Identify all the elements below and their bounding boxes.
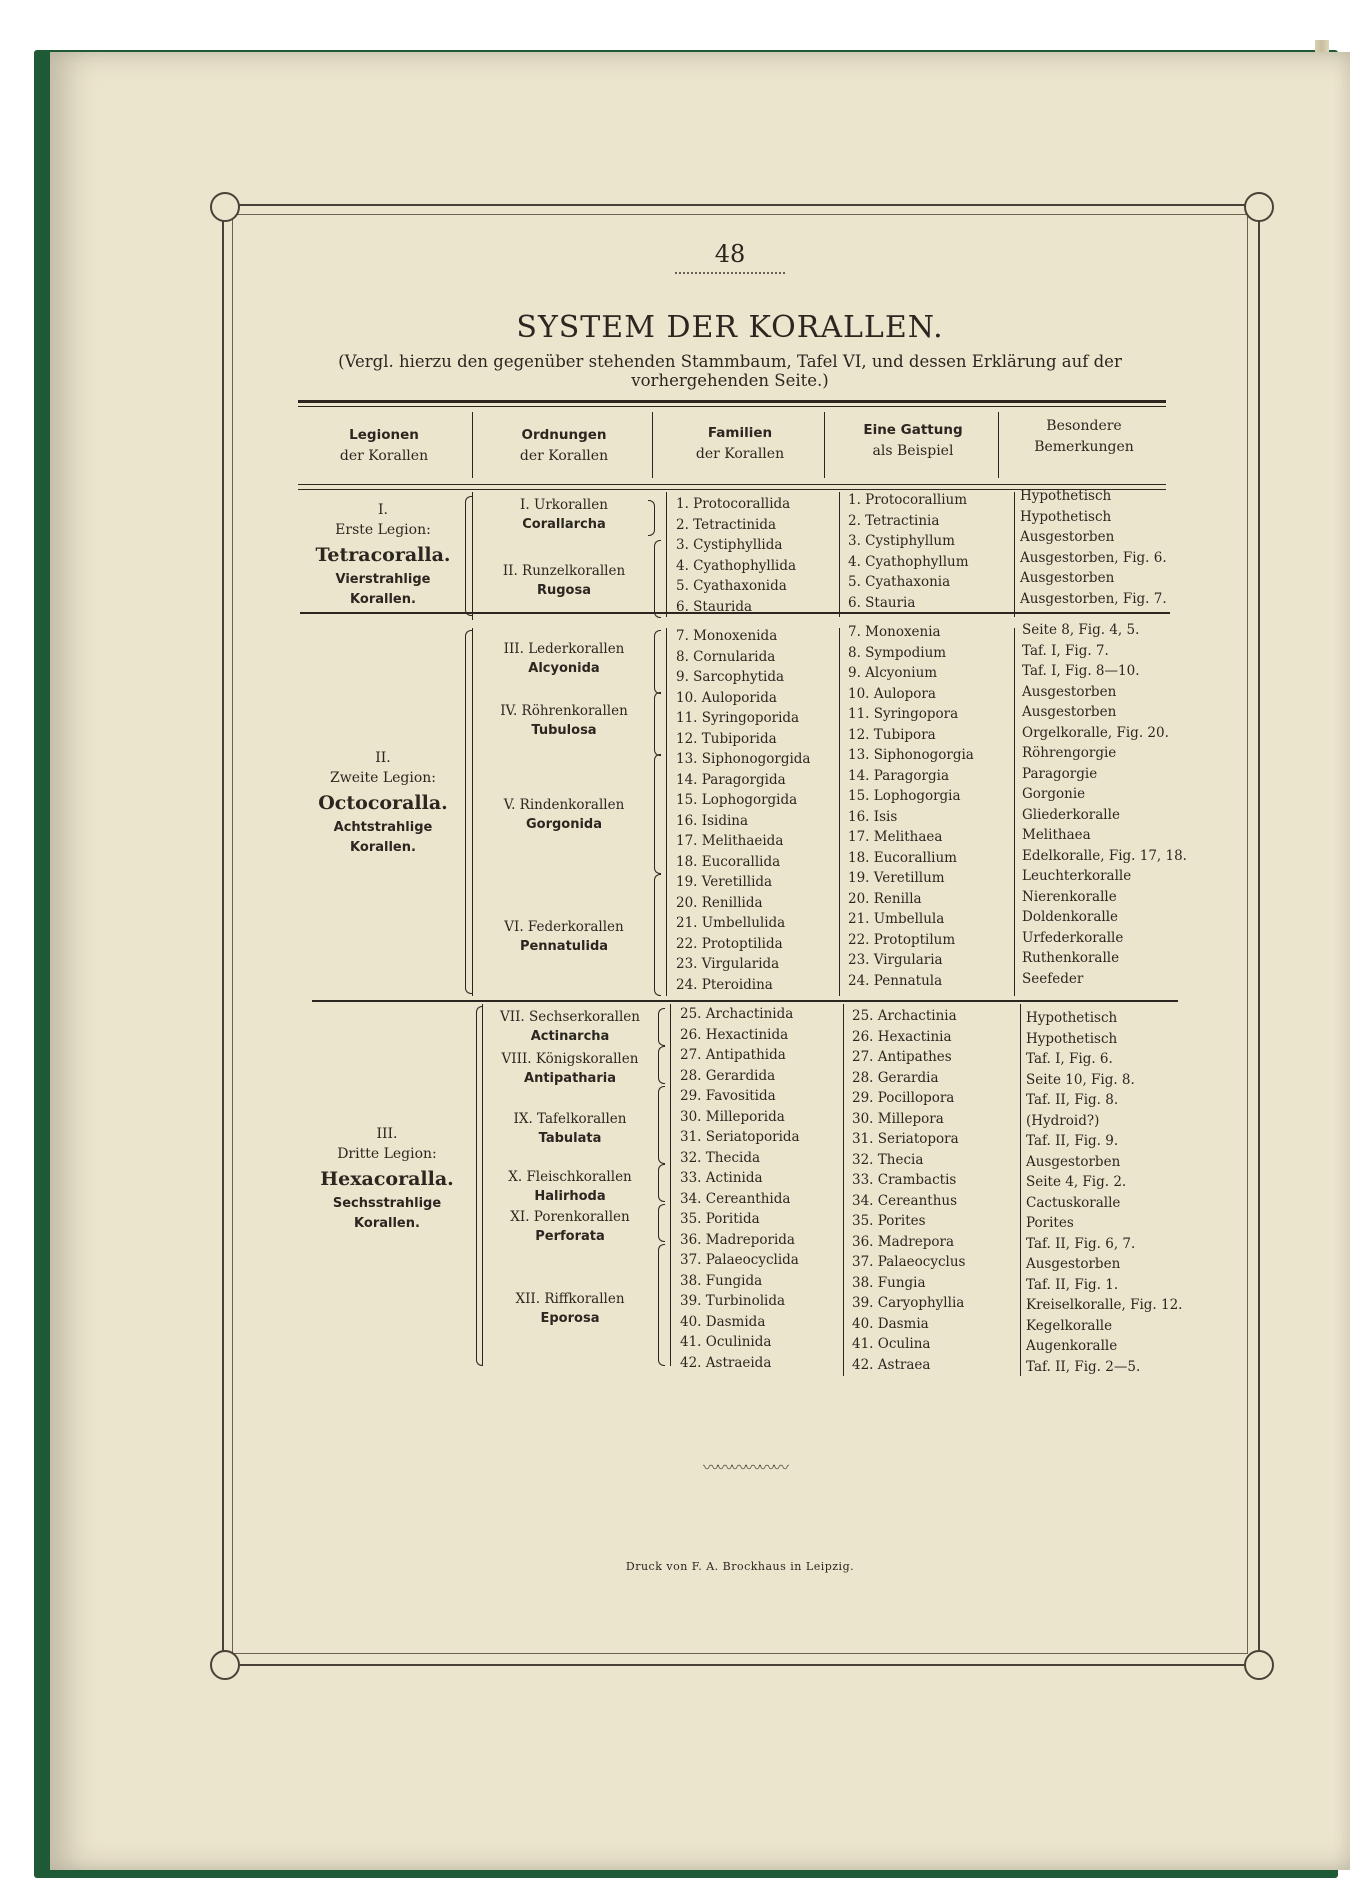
header-familien: Familien der Korallen <box>695 425 785 462</box>
column-line <box>666 492 667 617</box>
order-brace <box>658 1244 665 1366</box>
remark-cell: Paragorgie <box>1022 765 1098 782</box>
genus-cell: 25. Archactinia <box>852 1008 957 1024</box>
genus-column-2 <box>848 622 974 991</box>
order-brace <box>658 1204 665 1242</box>
genus-cell: 16. Isis <box>848 808 898 825</box>
order-brace <box>658 1008 665 1046</box>
genus-cell: 41. Oculina <box>852 1336 931 1352</box>
remarks-column-1 <box>1020 486 1167 609</box>
remark-cell: Leuchterkoralle <box>1022 868 1132 884</box>
legion-octocoralla: II. Zweite Legion: Octocoralla. Achtstrahlige Korallen. <box>318 750 448 855</box>
remark-cell: Gliederkoralle <box>1022 806 1120 823</box>
remark-cell: Ausgestorben <box>1020 570 1115 586</box>
remark-cell: Hypothetisch <box>1026 1010 1118 1026</box>
family-cell: 24. Pteroidina <box>676 976 773 993</box>
remark-cell: Röhrengorgie <box>1022 745 1117 761</box>
remark-cell: Seite 4, Fig. 2. <box>1026 1174 1127 1190</box>
header-separator <box>998 412 999 478</box>
remark-cell: Taf. II, Fig. 6, 7. <box>1026 1235 1136 1252</box>
column-line <box>839 628 840 996</box>
remark-cell: Melithaea <box>1022 827 1091 843</box>
order-item: XII. Riffkorallen Eporosa <box>515 1291 625 1326</box>
family-cell: 7. Monoxenida <box>676 628 778 644</box>
column-line <box>839 492 840 617</box>
remark-cell: Ausgestorben <box>1020 529 1115 545</box>
family-cell: 6. Staurida <box>676 598 753 615</box>
remark-cell: Doldenkoralle <box>1022 909 1119 925</box>
order-item: XI. Porenkorallen Perforata <box>510 1209 630 1244</box>
genus-cell: 26. Hexactinia <box>852 1028 952 1045</box>
remark-cell: Hypothetisch <box>1020 508 1112 525</box>
remark-cell: Ausgestorben, Fig. 6. <box>1020 549 1167 566</box>
column-line <box>843 1004 844 1376</box>
order-item: VII. Sechserkorallen Actinarcha <box>500 1009 640 1044</box>
family-cell: 27. Antipathida <box>680 1047 786 1063</box>
genus-cell: 37. Palaeocyclus <box>852 1254 966 1270</box>
remark-cell: Taf. II, Fig. 2—5. <box>1026 1358 1141 1375</box>
remark-cell: Taf. II, Fig. 9. <box>1026 1133 1119 1149</box>
family-cell: 36. Madreporida <box>680 1231 795 1248</box>
family-cell: 41. Oculinida <box>680 1334 772 1350</box>
frame-corner-ornament <box>210 1650 240 1680</box>
header-separator <box>652 412 653 478</box>
families-column-3 <box>680 1004 800 1373</box>
order-brace <box>654 630 661 694</box>
genus-cell: 35. Porites <box>852 1213 926 1229</box>
remark-cell: Taf. II, Fig. 8. <box>1026 1092 1119 1108</box>
genus-cell: 29. Pocillopora <box>852 1090 955 1106</box>
page-title: SYSTEM DER KORALLEN. <box>516 310 944 345</box>
remark-cell: Orgelkoralle, Fig. 20. <box>1022 724 1169 741</box>
genus-cell: 36. Madrepora <box>852 1233 954 1250</box>
remark-cell: Ausgestorben <box>1022 683 1117 700</box>
family-cell: 30. Milleporida <box>680 1108 785 1125</box>
order-item: IX. Tafelkorallen Tabulata <box>513 1111 627 1146</box>
genus-column-1 <box>848 490 969 613</box>
family-cell: 20. Renillida <box>676 894 763 911</box>
header-separator <box>824 412 825 478</box>
family-cell: 35. Poritida <box>680 1211 760 1227</box>
order-item: VI. Federkorallen Pennatulida <box>504 919 624 954</box>
genus-cell: 18. Eucorallium <box>848 849 957 866</box>
remark-cell: Taf. II, Fig. 1. <box>1026 1276 1119 1293</box>
header-bemerkungen: Besondere Bemerkungen <box>1034 418 1134 455</box>
family-cell: 21. Umbellulida <box>676 915 786 931</box>
family-cell: 17. Melithaeida <box>676 833 784 849</box>
genus-cell: 42. Astraea <box>852 1356 931 1373</box>
remark-cell: Hypothetisch <box>1026 1030 1118 1047</box>
genus-cell: 17. Melithaea <box>848 829 943 845</box>
page-number-rule <box>675 272 785 274</box>
genus-cell: 23. Virgularia <box>848 952 943 968</box>
family-cell: 34. Cereanthida <box>680 1190 791 1207</box>
families-column-1 <box>676 494 796 617</box>
genus-cell: 34. Cereanthus <box>852 1192 958 1209</box>
genus-cell: 8. Sympodium <box>848 644 947 661</box>
table-top-rule <box>298 400 1166 403</box>
genus-cell: 24. Pennatula <box>848 972 943 989</box>
family-cell: 12. Tubiporida <box>676 730 777 747</box>
family-cell: 3. Cystiphyllida <box>676 537 783 553</box>
family-cell: 25. Archactinida <box>680 1006 794 1022</box>
family-cell: 14. Paragorgida <box>676 771 786 788</box>
order-brace <box>654 874 661 996</box>
remark-cell: Taf. I, Fig. 8—10. <box>1022 663 1140 679</box>
order-item: III. Lederkorallen Alcyonida <box>503 641 625 676</box>
family-cell: 28. Gerardida <box>680 1067 776 1084</box>
order-item: VIII. Königskorallen Antipatharia <box>501 1051 639 1086</box>
column-line <box>1014 628 1015 996</box>
legion-tetracoralla: I. Erste Legion: Tetracoralla. Vierstrahlige Korallen. <box>315 502 451 607</box>
remark-cell: Seefeder <box>1022 970 1084 987</box>
order-item: X. Fleischkorallen Halirhoda <box>508 1169 632 1204</box>
genus-cell: 11. Syringopora <box>848 706 959 722</box>
family-cell: 32. Thecida <box>680 1149 761 1166</box>
column-line <box>670 1004 671 1366</box>
section-rule <box>312 1000 1178 1002</box>
order-brace <box>654 692 661 756</box>
remark-cell: Kreiselkoralle, Fig. 12. <box>1026 1297 1183 1313</box>
header-gattung: Eine Gattung als Beispiel <box>863 422 963 459</box>
remark-cell: Ausgestorben, Fig. 7. <box>1020 590 1167 607</box>
header-ordnungen: Ordnungen der Korallen <box>519 427 609 464</box>
remark-cell: Cactuskoralle <box>1026 1194 1121 1211</box>
genus-cell: 9. Alcyonium <box>848 665 938 681</box>
legion-brace <box>465 496 472 616</box>
table-top-rule <box>298 406 1166 407</box>
family-cell: 33. Actinida <box>680 1170 763 1186</box>
order-brace <box>658 1046 665 1084</box>
remark-cell: Hypothetisch <box>1020 488 1112 504</box>
family-cell: 9. Sarcophytida <box>676 669 785 685</box>
remark-cell: Porites <box>1026 1215 1074 1231</box>
legion-brace <box>465 630 472 994</box>
remarks-column-2 <box>1022 620 1187 989</box>
order-brace <box>654 540 661 618</box>
remark-cell: Edelkoralle, Fig. 17, 18. <box>1022 847 1187 864</box>
legion-brace <box>476 1006 483 1366</box>
genus-cell: 22. Protoptilum <box>848 931 956 948</box>
genus-cell: 10. Aulopora <box>848 685 936 702</box>
order-item: IV. Röhrenkorallen Tubulosa <box>500 703 628 738</box>
family-cell: 29. Favositida <box>680 1088 776 1104</box>
order-brace <box>654 754 661 874</box>
remark-cell: Seite 8, Fig. 4, 5. <box>1022 622 1140 638</box>
header-legionen: Legionen der Korallen <box>339 427 429 464</box>
genus-cell: 1. Protocorallium <box>848 492 968 508</box>
genus-cell: 2. Tetractinia <box>848 512 940 529</box>
remark-cell: Seite 10, Fig. 8. <box>1026 1071 1135 1088</box>
genus-cell: 20. Renilla <box>848 890 922 907</box>
order-brace <box>648 500 655 536</box>
family-cell: 16. Isidina <box>676 812 749 829</box>
family-cell: 42. Astraeida <box>680 1354 772 1371</box>
frame-corner-ornament <box>210 192 240 222</box>
legion-hexacoralla: III. Dritte Legion: Hexacoralla. Sechsstrahlige Korallen. <box>320 1126 454 1231</box>
genus-cell: 4. Cyathophyllum <box>848 553 969 570</box>
column-line <box>1020 1004 1021 1376</box>
column-line <box>1014 492 1015 617</box>
column-line <box>666 628 667 996</box>
genus-column-3 <box>852 1006 965 1375</box>
remark-cell: Urfederkoralle <box>1022 929 1124 946</box>
genus-cell: 14. Paragorgia <box>848 767 950 784</box>
remark-cell: (Hydroid?) <box>1026 1112 1100 1129</box>
families-column-2 <box>676 626 811 995</box>
genus-cell: 40. Dasmia <box>852 1315 929 1332</box>
printer-imprint: Druck von F. A. Brockhaus in Leipzig. <box>625 1560 855 1573</box>
remark-cell: Ausgestorben <box>1022 704 1117 720</box>
genus-cell: 15. Lophogorgia <box>848 788 961 804</box>
header-bottom-rule <box>298 484 1166 485</box>
genus-cell: 7. Monoxenia <box>848 624 941 640</box>
family-cell: 23. Virgularida <box>676 956 780 972</box>
family-cell: 37. Palaeocyclida <box>680 1252 799 1268</box>
family-cell: 1. Protocorallida <box>676 496 791 512</box>
column-line <box>472 628 473 996</box>
page-subtitle: (Vergl. hierzu den gegenüber stehenden Stammbaum, Tafel VI, und dessen Erklärung auf der vorhergehenden Seite.) <box>338 352 1122 390</box>
genus-cell: 39. Caryophyllia <box>852 1295 965 1311</box>
remark-cell: Nierenkoralle <box>1022 888 1117 905</box>
wavy-ornament <box>660 1455 830 1465</box>
family-cell: 4. Cyathophyllida <box>676 557 797 574</box>
frame-corner-ornament <box>1244 192 1274 222</box>
order-item: II. Runzelkorallen Rugosa <box>502 563 626 598</box>
genus-cell: 19. Veretillum <box>848 870 945 886</box>
order-brace <box>658 1086 665 1164</box>
genus-cell: 32. Thecia <box>852 1151 924 1168</box>
genus-cell: 28. Gerardia <box>852 1069 939 1086</box>
family-cell: 15. Lophogorgida <box>676 792 798 808</box>
genus-cell: 38. Fungia <box>852 1274 926 1291</box>
genus-cell: 33. Crambactis <box>852 1172 957 1188</box>
genus-cell: 30. Millepora <box>852 1110 944 1127</box>
remark-cell: Taf. I, Fig. 7. <box>1022 642 1109 659</box>
genus-cell: 3. Cystiphyllum <box>848 533 955 549</box>
family-cell: 22. Protoptilida <box>676 935 783 952</box>
genus-cell: 6. Stauria <box>848 594 916 611</box>
family-cell: 19. Veretillida <box>676 874 773 890</box>
family-cell: 2. Tetractinida <box>676 516 777 533</box>
family-cell: 5. Cyathaxonida <box>676 578 787 594</box>
genus-cell: 5. Cyathaxonia <box>848 574 951 590</box>
family-cell: 31. Seriatoporida <box>680 1129 800 1145</box>
page-number: 48 <box>714 240 746 268</box>
order-item: V. Rindenkorallen Gorgonida <box>503 797 625 832</box>
family-cell: 38. Fungida <box>680 1272 763 1289</box>
family-cell: 8. Cornularida <box>676 648 776 665</box>
remark-cell: Taf. I, Fig. 6. <box>1026 1051 1113 1067</box>
frame-corner-ornament <box>1244 1650 1274 1680</box>
family-cell: 13. Siphonogorgida <box>676 751 811 767</box>
family-cell: 40. Dasmida <box>680 1313 766 1330</box>
genus-cell: 13. Siphonogorgia <box>848 747 974 763</box>
family-cell: 26. Hexactinida <box>680 1026 789 1043</box>
family-cell: 18. Eucorallida <box>676 853 781 870</box>
remark-cell: Augenkoralle <box>1026 1338 1118 1354</box>
genus-cell: 27. Antipathes <box>852 1049 952 1065</box>
genus-cell: 21. Umbellula <box>848 911 945 927</box>
column-line <box>472 492 473 620</box>
family-cell: 11. Syringoporida <box>676 710 800 726</box>
genus-cell: 31. Seriatopora <box>852 1131 959 1147</box>
remark-cell: Ausgestorben <box>1026 1153 1121 1170</box>
remark-cell: Ausgestorben <box>1026 1256 1121 1272</box>
family-cell: 39. Turbinolida <box>680 1293 786 1309</box>
family-cell: 10. Auloporida <box>676 689 777 706</box>
genus-cell: 12. Tubipora <box>848 726 936 743</box>
order-brace <box>658 1164 665 1202</box>
remark-cell: Kegelkoralle <box>1026 1317 1113 1334</box>
remark-cell: Ruthenkoralle <box>1022 950 1120 966</box>
header-separator <box>472 412 473 478</box>
remarks-column-3 <box>1026 1008 1182 1377</box>
order-item: I. Urkorallen Corallarcha <box>520 497 608 532</box>
remark-cell: Gorgonie <box>1022 786 1086 802</box>
